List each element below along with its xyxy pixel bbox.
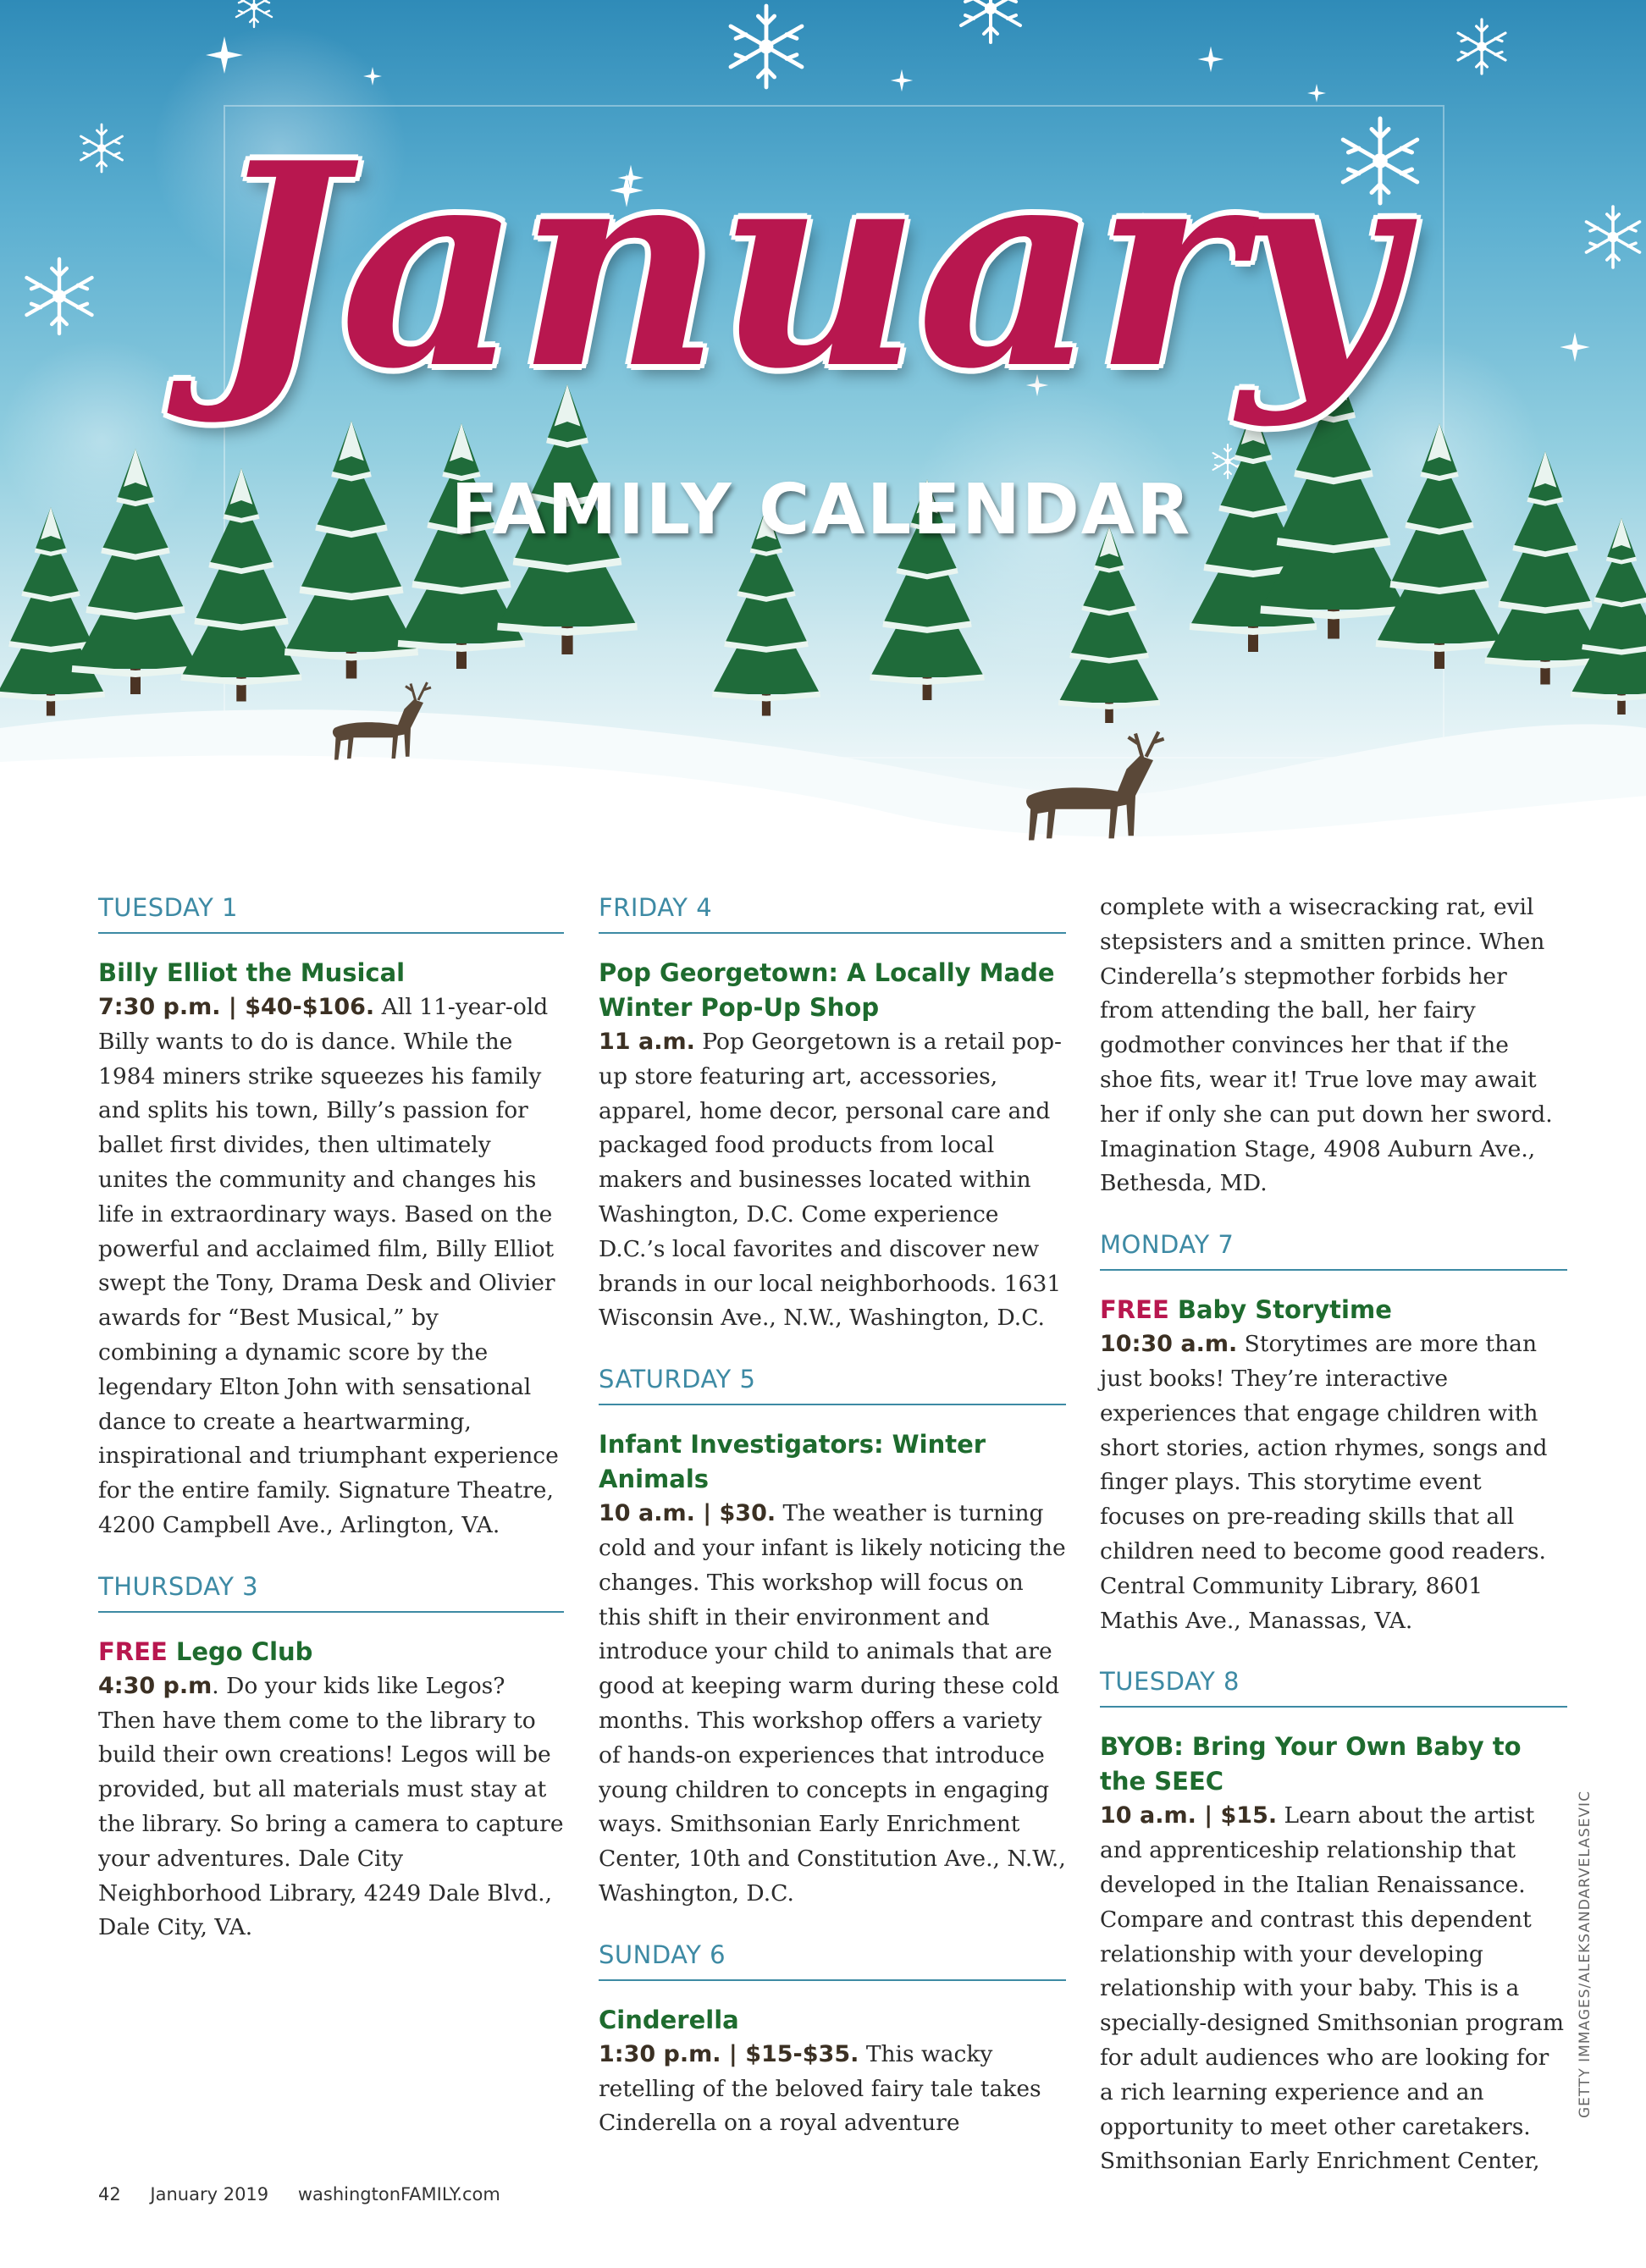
event-title-text: Lego Club: [175, 1636, 313, 1666]
event-body: Learn about the artist and apprenticeship relationship that developed in the Italian Renaissance. Compare and contrast this dependent relationship with your developing relationship with your baby. This is a specially-designed Smithsonian program for adult audiences who are looking for a rich learning experience and an opportunity to meet other caretakers. Smithsonian Early Enrichment Center,: [1100, 1802, 1565, 2175]
event-time-price: 4:30 p.m: [98, 1672, 213, 1699]
event-title: [98, 1635, 564, 1669]
free-badge: FREE: [98, 1636, 168, 1666]
event-time-price: 10 a.m. | $15.: [1100, 1802, 1278, 1829]
event-sunday-6: [599, 1940, 1066, 2141]
event-tuesday-8: [1100, 1667, 1567, 2179]
event-body: This wacky retelling of the beloved fairy tale takes Cinderella on a royal adventure: [599, 2040, 1041, 2137]
event-title: BYOB: Bring Your Own Baby to the SEEC: [1100, 1732, 1522, 1796]
event-friday-4: [599, 893, 1066, 1336]
issue-date: January 2019: [150, 2184, 269, 2205]
event-description: [1100, 1799, 1567, 2179]
day-heading: TUESDAY 1: [98, 893, 564, 934]
event-body: Storytimes are more than just books! They’re interactive experiences that engage children with short stories, action rhymes, songs and finger plays. This storytime event focuses on pre-reading skills that all children need to become good readers. Central Community Library, 8601 Mathis Ave., Manassas, VA.: [1100, 1331, 1548, 1634]
event-title: Cinderella: [599, 2005, 739, 2034]
event-description: [599, 1497, 1066, 1912]
day-heading: FRIDAY 4: [599, 893, 1066, 934]
column-1: [98, 893, 564, 1974]
event-body: Pop Georgetown is a retail pop-up store featuring art, accessories, apparel, home decor, personal care and packaged food products from local makers and businesses located within Washington, D.C. Come experience D.C.’s local favorites and discover new brands in our local neighborhoods. 1631 Wisconsin Ave., N.W., Washington, D.C.: [599, 1029, 1062, 1332]
hero-banner: [0, 0, 1646, 944]
page-number: 42: [98, 2184, 121, 2205]
site-url: washingtonFAMILY.com: [297, 2184, 500, 2205]
event-time-price: 11 a.m.: [599, 1029, 695, 1055]
column-3: [1100, 891, 1567, 2208]
event-description: [599, 2038, 1066, 2141]
event-title-text: Baby Storytime: [1177, 1295, 1392, 1325]
event-description: [98, 991, 564, 1543]
event-description: [1100, 1327, 1567, 1638]
event-tuesday-1: [98, 893, 564, 1543]
day-heading: SATURDAY 5: [599, 1365, 1066, 1405]
day-heading: THURSDAY 3: [98, 1572, 564, 1613]
event-monday-7: [1100, 1230, 1567, 1638]
event-title: Billy Elliot the Musical: [98, 958, 406, 987]
event-body: All 11-year-old Billy wants to do is dance. While the 1984 miners strike squeezes his family and splits his town, Billy’s passion for ballet first divides, then ultimately unites the community and changes his life in extraordinary ways. Based on the powerful and acclaimed film, Billy Elliot swept the Tony, Drama Desk and Olivier awards for “Best Musical,” by combining a dynamic score by the legendary Elton John with sensational dance to create a heartwarming, inspirational and triumphant experience for the entire family. Signature Theatre, 4200 Campbell Ave., Arlington, VA.: [98, 994, 559, 1538]
event-time-price: 1:30 p.m. | $15-$35.: [599, 2040, 859, 2067]
page-footer: [98, 2184, 524, 2205]
day-heading: TUESDAY 8: [1100, 1667, 1567, 1708]
event-description: [98, 1669, 564, 1945]
event-sunday-6-continued: [1100, 891, 1567, 1201]
event-title: Infant Investigators: Winter Animals: [599, 1430, 986, 1494]
event-body-continued: complete with a wisecracking rat, evil stepsisters and a smitten prince. When Cinderella’s stepmother forbids her from attending the ball, her fairy godmother convinces her that if the shoe fits, wear it! True love may await her if only she can put down her sword. Imagination Stage, 4908 Auburn Ave., Bethesda, MD.: [1100, 894, 1553, 1197]
event-body: . Do your kids like Legos? Then have them come to the library to build their own creations! Legos will be provided, but all materials must stay at the library. So bring a camera to capture your adventures. Dale City Neighborhood Library, 4249 Dale Blvd., Dale City, VA.: [98, 1672, 564, 1941]
title-subtitle: FAMILY CALENDAR: [450, 470, 1192, 550]
event-body: The weather is turning cold and your infant is likely noticing the changes. This workshop will focus on this shift in their environment and introduce your child to animals that are good at keeping warm during these cold months. This workshop offers a variety of hands-on experiences that introduce young children to concepts in engaging ways. Smithsonian Early Enrichment Center, 10th and Constitution Ave., N.W., Washington, D.C.: [599, 1500, 1066, 1907]
day-heading: MONDAY 7: [1100, 1230, 1567, 1271]
event-description: [599, 1025, 1066, 1336]
event-time-price: 7:30 p.m. | $40-$106.: [98, 994, 375, 1020]
event-time-price: 10 a.m. | $30.: [599, 1500, 776, 1527]
free-badge: FREE: [1100, 1295, 1169, 1325]
event-saturday-5: [599, 1365, 1066, 1912]
day-heading: SUNDAY 6: [599, 1940, 1066, 1981]
event-time-price: 10:30 a.m.: [1100, 1331, 1238, 1358]
photo-credit: GETTY IMMAGES/ALEKSANDARVELASEVIC: [1577, 1791, 1594, 2118]
title-script: January: [211, 102, 1398, 430]
event-title: [1100, 1293, 1567, 1327]
column-2: [599, 893, 1066, 2170]
event-thursday-3: [98, 1572, 564, 1945]
event-title: Pop Georgetown: A Locally Made Winter Pop-Up Shop: [599, 958, 1055, 1022]
